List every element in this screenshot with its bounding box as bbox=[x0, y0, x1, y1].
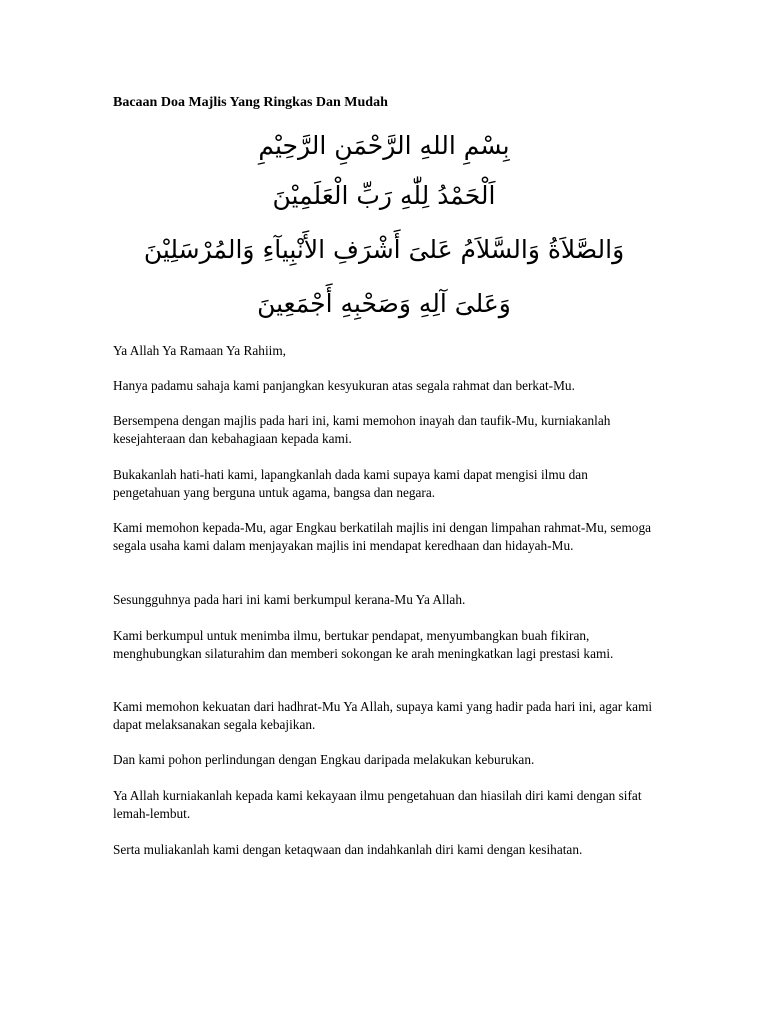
arabic-line-hamdalah: اَلْحَمْدُ لِلّٰهِ رَبِّ الْعَلَمِيْنَ bbox=[272, 181, 496, 210]
paragraph-protection: Dan kami pohon perlindungan dengan Engkau daripada melakukan keburukan. bbox=[113, 752, 535, 767]
paragraph-opening: Ya Allah Ya Ramaan Ya Rahiim, bbox=[113, 343, 287, 358]
arabic-line-salawat: وَالصَّلاَةُ وَالسَّلاَمُ عَلىَ أَشْرَفِ الأَنْبِيآءِ وَالمُرْسَلِيْنَ bbox=[143, 235, 625, 264]
paragraph-strength: Kami memohon kekuatan dari hadhrat-Mu Ya Allah, supaya kami yang hadir pada hari ini, agar kami dapat melaksanakan segala kebajikan. bbox=[113, 699, 653, 732]
document-title: Bacaan Doa Majlis Yang Ringkas Dan Mudah bbox=[113, 95, 388, 110]
arabic-line-companions: وَعَلىَ آلِهِ وَصَحْبِهِ أَجْمَعِينَ bbox=[257, 289, 511, 318]
paragraph-closing: Serta muliakanlah kami dengan ketaqwaan dan indahkanlah diri kami dengan kesihatan. bbox=[113, 842, 583, 857]
paragraph-gathering: Sesungguhnya pada hari ini kami berkumpul kerana-Mu Ya Allah. bbox=[113, 592, 466, 607]
paragraph-rahmat: Kami memohon kepada-Mu, agar Engkau berkatilah majlis ini dengan limpahan rahmat-Mu, semoga segala usaha kami dalam menjayakan majlis ini mendapat keredhaan dan hidayah-Mu. bbox=[113, 520, 651, 553]
paragraph-purpose: Kami berkumpul untuk menimba ilmu, bertukar pendapat, menyumbangkan buah fikiran, menghubungkan silaturahim dan memberi sokongan ke arah meningkatkan lagi prestasi kami. bbox=[113, 628, 614, 661]
arabic-line-basmalah: بِسْمِ اللهِ الرَّحْمَنِ الرَّحِيْمِ bbox=[258, 131, 510, 160]
paragraph-gratitude: Hanya padamu sahaja kami panjangkan kesyukuran atas segala rahmat dan berkat-Mu. bbox=[113, 378, 575, 393]
paragraph-open-hearts: Bukakanlah hati-hati kami, lapangkanlah dada kami supaya kami dapat mengisi ilmu dan pengetahuan yang berguna untuk agama, bangsa dan negara. bbox=[113, 467, 588, 500]
paragraph-knowledge: Ya Allah kurniakanlah kepada kami kekayaan ilmu pengetahuan dan hiasilah diri kami dengan sifat lemah-lembut. bbox=[113, 788, 642, 821]
paragraph-blessing: Bersempena dengan majlis pada hari ini, kami memohon inayah dan taufik-Mu, kurniakanlah kesejahteraan dan kebahagiaan kepada kami. bbox=[113, 413, 611, 446]
